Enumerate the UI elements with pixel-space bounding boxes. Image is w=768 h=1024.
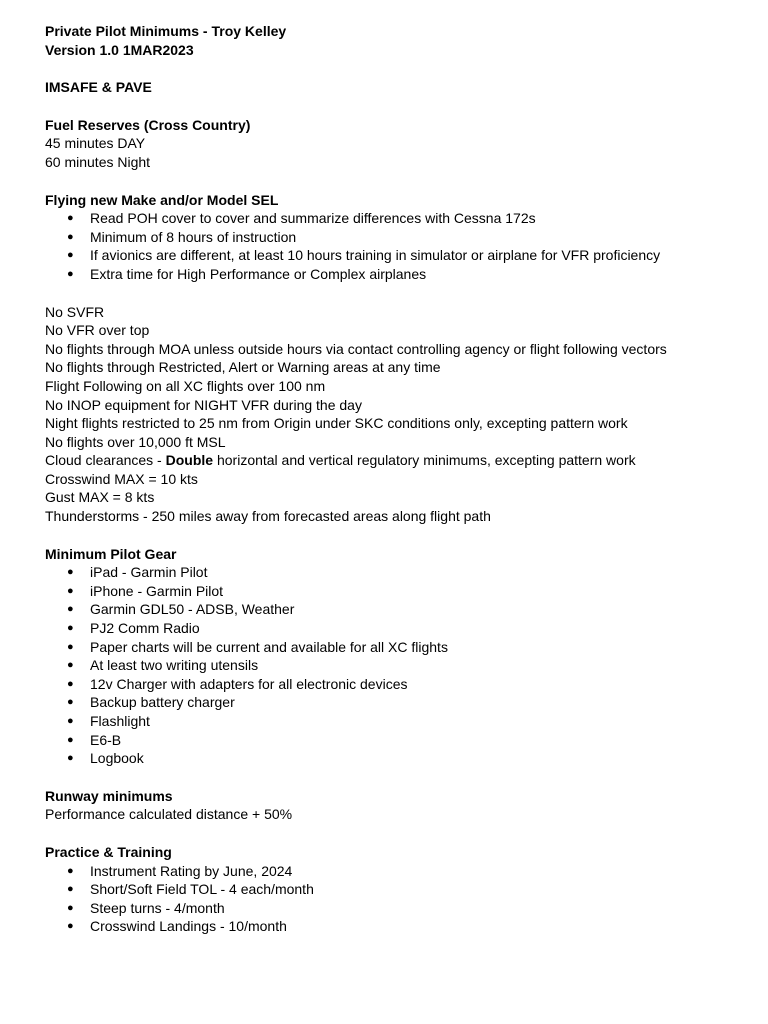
spacer (45, 284, 748, 303)
fuel-night: 60 minutes Night (45, 153, 151, 170)
list-item: ● Logbook (45, 749, 748, 768)
new-model-heading: Flying new Make and/or Model SEL (45, 191, 279, 208)
spacer (45, 59, 748, 78)
list-item: ● 12v Charger with adapters for all electronic devices (45, 675, 748, 694)
list-item: ● At least two writing utensils (45, 656, 748, 675)
spacer (45, 824, 748, 843)
list-item: ● iPhone - Garmin Pilot (45, 582, 748, 601)
training-heading: Practice & Training (45, 843, 172, 860)
rule-line: Flight Following on all XC flights over 100 nm (45, 377, 326, 394)
new-model-list (45, 209, 748, 283)
list-item: ● Steep turns - 4/month (45, 899, 748, 918)
gear-heading: Minimum Pilot Gear (45, 545, 177, 562)
list-item: ● Crosswind Landings - 10/month (45, 917, 748, 936)
rule-line: No flights over 10,000 ft MSL (45, 433, 226, 450)
document-version: Version 1.0 1MAR2023 (45, 41, 194, 58)
spacer (45, 172, 748, 191)
rule-line: Night flights restricted to 25 nm from Origin under SKC conditions only, excepting pattern work (45, 415, 628, 432)
rule-line: No flights through Restricted, Alert or Warning areas at any time (45, 359, 441, 376)
spacer (45, 526, 748, 545)
list-item: ● Read POH cover to cover and summarize differences with Cessna 172s (45, 209, 748, 228)
rule-line: Crosswind MAX = 10 kts (45, 470, 198, 487)
list-item: ● Instrument Rating by June, 2024 (45, 862, 748, 881)
cloud-emphasis: Double (165, 452, 214, 469)
list-item: ● iPad - Garmin Pilot (45, 563, 748, 582)
list-item: ● Minimum of 8 hours of instruction (45, 228, 748, 247)
rule-line: Thunderstorms - 250 miles away from forecasted areas along flight path (45, 508, 491, 525)
list-item: ● PJ2 Comm Radio (45, 619, 748, 638)
list-item: ● If avionics are different, at least 10 hours training in simulator or airplane for VFR proficiency (45, 246, 748, 265)
runway-line: Performance calculated distance + 50% (45, 806, 293, 823)
rule-line: No VFR over top (45, 322, 150, 339)
cloud-prefix: Cloud clearances - (45, 452, 166, 469)
document-title: Private Pilot Minimums - Troy Kelley (45, 23, 287, 39)
fuel-heading: Fuel Reserves (Cross Country) (45, 116, 251, 133)
gear-list (45, 563, 748, 768)
spacer (45, 97, 748, 116)
list-item: ● Short/Soft Field TOL - 4 each/month (45, 880, 748, 899)
rule-line: No flights through MOA unless outside hours via contact controlling agency or flight following vectors (45, 340, 667, 357)
fuel-day: 45 minutes DAY (45, 135, 146, 152)
rule-line: No SVFR (45, 303, 105, 320)
list-item: ● Garmin GDL50 - ADSB, Weather (45, 600, 748, 619)
cloud-suffix: horizontal and vertical regulatory minimums, excepting pattern work (213, 452, 636, 469)
rule-line: No INOP equipment for NIGHT VFR during the day (45, 396, 362, 413)
imsafe-heading: IMSAFE & PAVE (45, 79, 152, 96)
training-list (45, 862, 748, 936)
list-item: ● Extra time for High Performance or Complex airplanes (45, 265, 748, 284)
rule-line: Gust MAX = 8 kts (45, 489, 155, 506)
cloud-clearance-line (45, 451, 748, 470)
runway-heading: Runway minimums (45, 787, 173, 804)
list-item: ● Flashlight (45, 712, 748, 731)
spacer (45, 768, 748, 787)
list-item: ● E6-B (45, 731, 748, 750)
list-item: ● Paper charts will be current and available for all XC flights (45, 638, 748, 657)
list-item: ● Backup battery charger (45, 693, 748, 712)
